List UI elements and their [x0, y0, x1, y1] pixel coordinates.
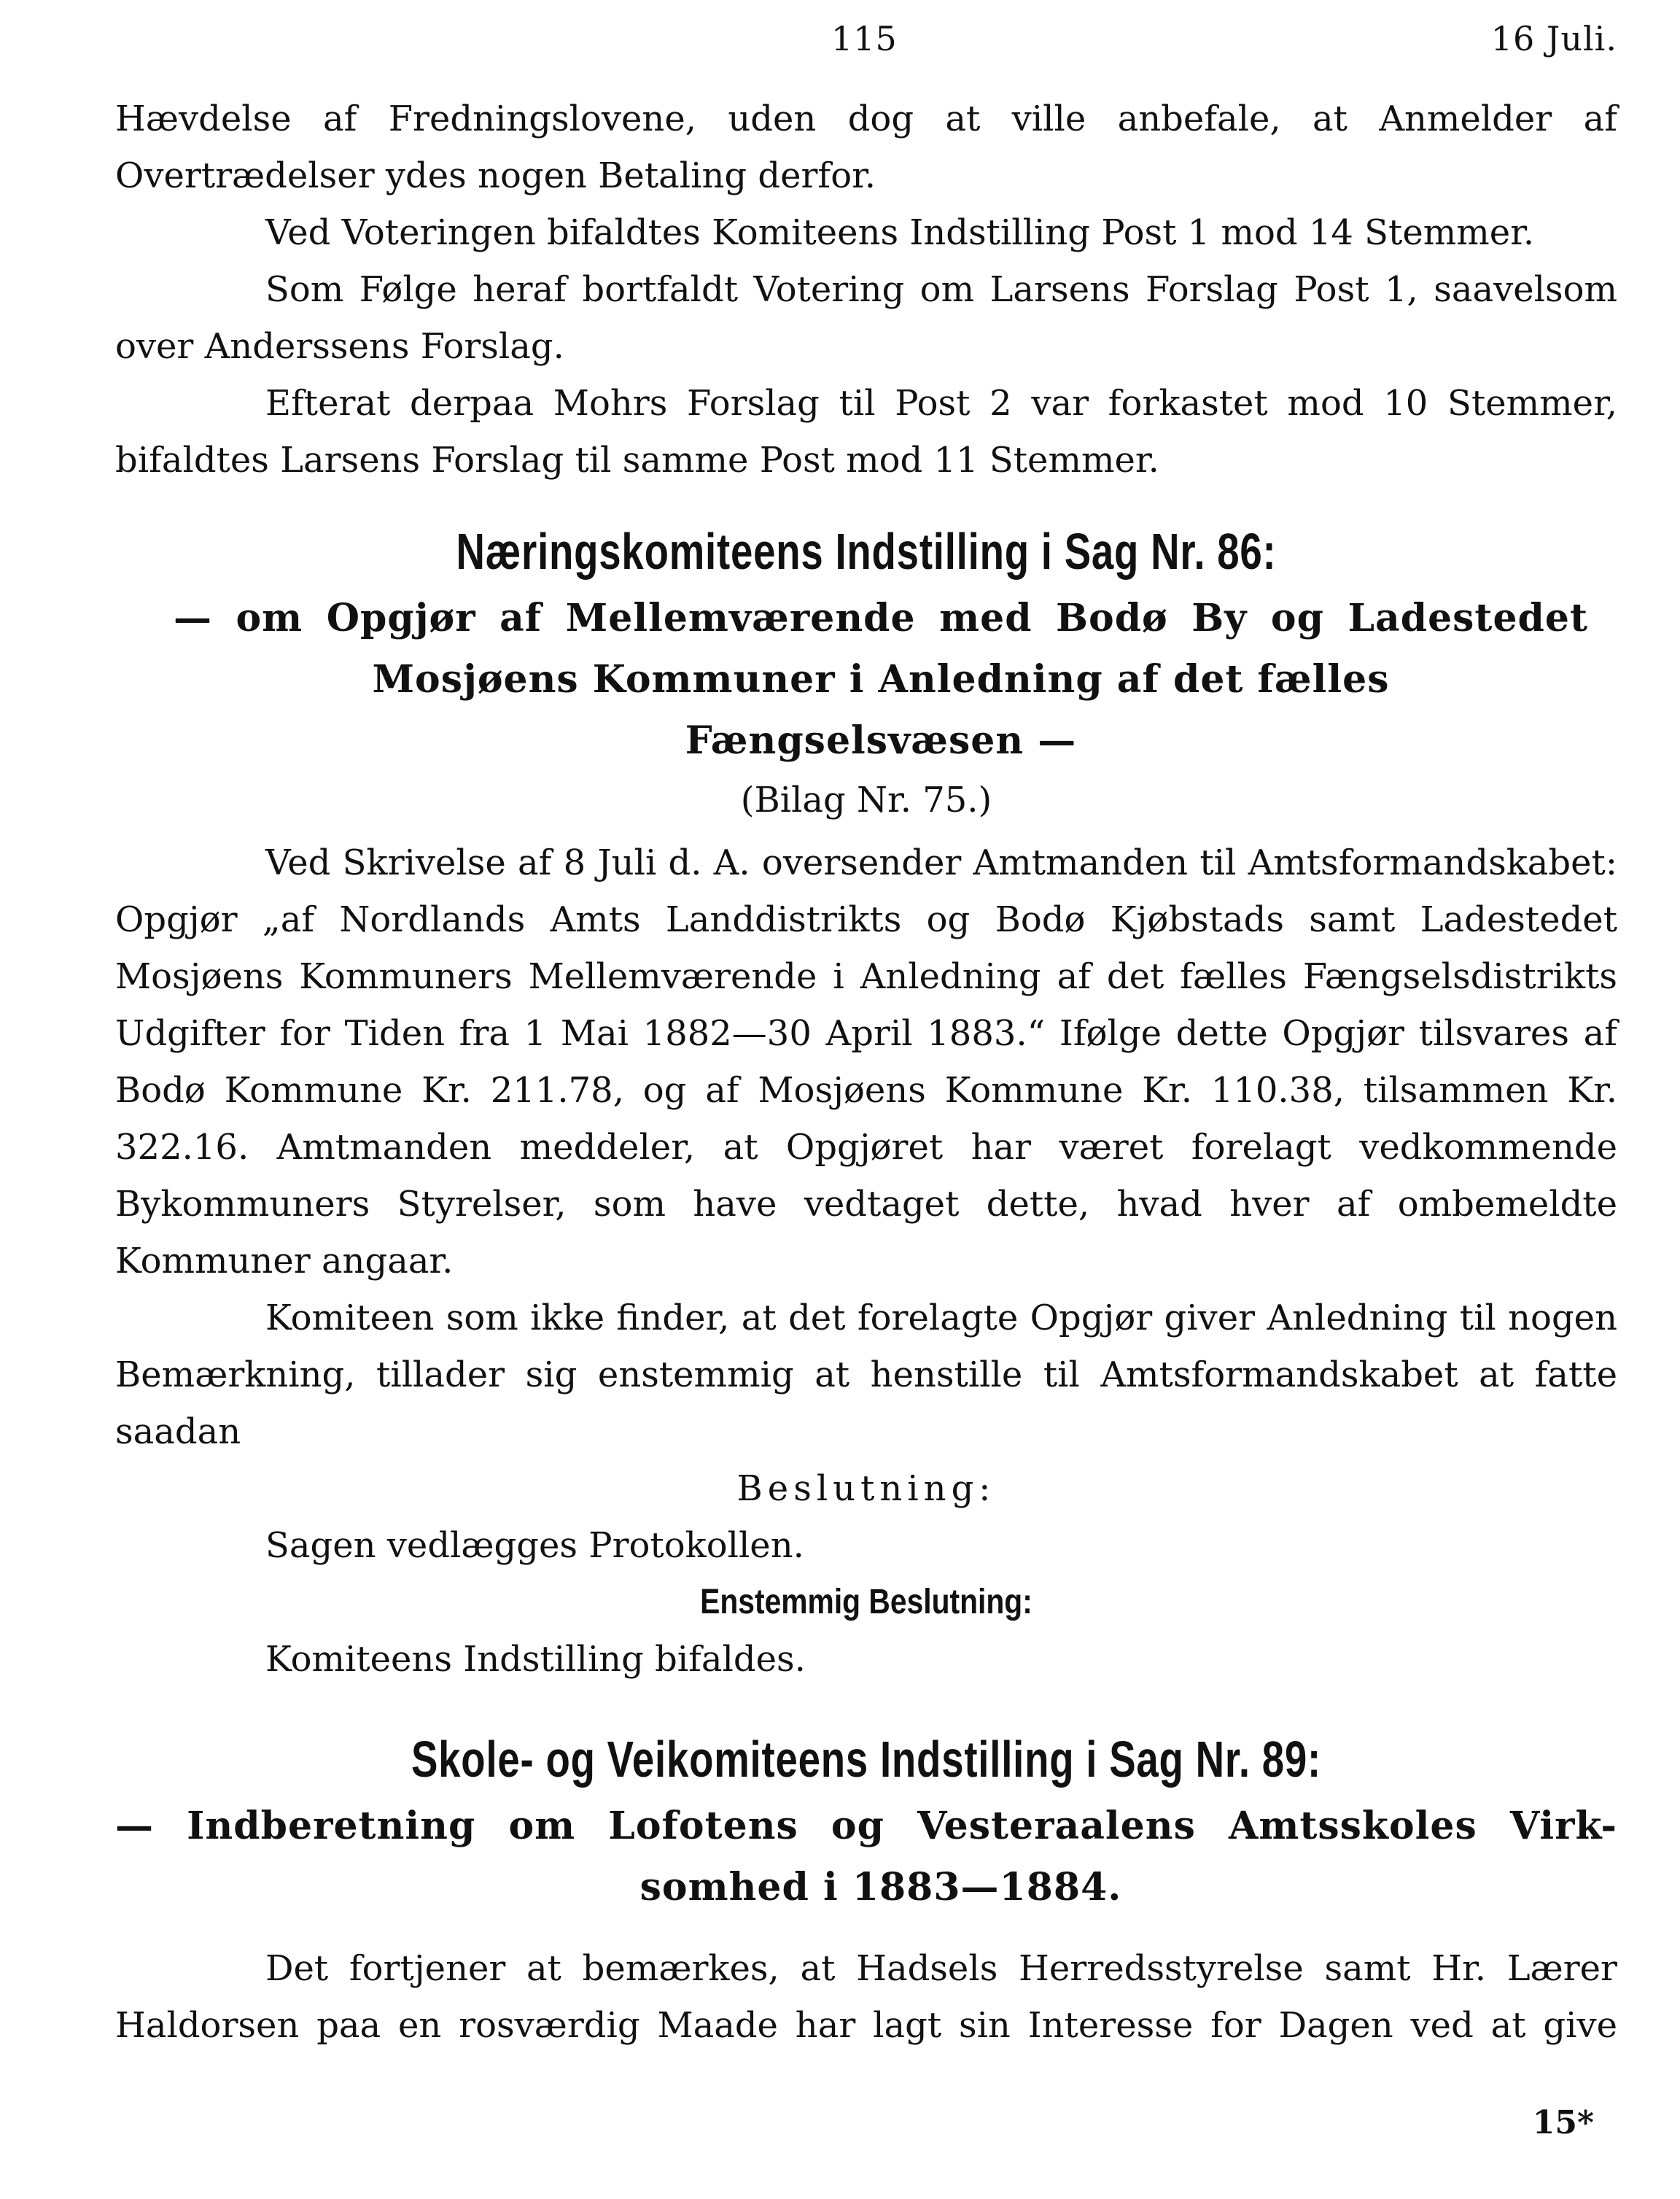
page-date: 16 Juli.: [1490, 19, 1617, 58]
beslutning-label: Beslutning:: [736, 1468, 996, 1509]
paragraph: Komiteen som ikke finder, at det forelagte Opgjør giver Anledning til nogen Bemærkning, tillader sig enstemmig at henstille til Amtsformandskabet at fatte saadan: [115, 1298, 1617, 1452]
paragraph: Hævdelse af Fredningslovene, uden dog at ville anbefale, at Anmelder af Overtrædelser ydes nogen Betaling derfor.: [115, 98, 1617, 196]
paragraph: Som Følge heraf bortfaldt Votering om Larsens Forslag Post 1, saavelsom over Anderssens Forslag.: [115, 269, 1617, 367]
section-subheading: Fængselsvæsen —: [685, 718, 1077, 763]
paragraph: Ved Voteringen bifaldtes Komiteens Indstilling Post 1 mod 14 Stemmer.: [265, 212, 1535, 253]
section-heading: Skole- og Veikomiteens Indstilling i Sag Nr. 89:: [411, 1731, 1322, 1788]
document-body: [115, 90, 1617, 2054]
page-number: 115: [831, 19, 898, 58]
paragraph: Ved Skrivelse af 8 Juli d. A. oversender Amtmanden til Amtsformandskabet: Opgjør „af Nordlands Amts Landdistrikts og Bodø Kjøbstads samt Ladestedet Mosjøens Kommuners Mellemværende i Anledning af det fælles Fængselsdistrikts Udgifter for Tiden fra 1 Mai 1882—30 April 1883.“ Ifølge dette Opgjør tilsvares af Bodø Kommune Kr. 211.78, og af Mosjøens Kommune Kr. 110.38, tilsammen Kr. 322.16. Amtmanden meddeler, at Opgjøret har været forelagt vedkommende Bykommuners Styrelser, som have vedtaget dette, hvad hver af ombemeldte Kommuner angaar.: [115, 842, 1617, 1281]
enstemmig-beslutning-text: Komiteens Indstilling bifaldes.: [265, 1639, 806, 1680]
enstemmig-beslutning-label: Enstemmig Beslutning:: [700, 1583, 1032, 1621]
paragraph: Det fortjener at bemærkes, at Hadsels Herredsstyrelse samt Hr. Lærer Haldorsen paa en rosværdig Maade har lagt sin Interesse for Dagen ved at give: [115, 1948, 1617, 2046]
section-subheading: — om Opgjør af Mellemværende med Bodø By og Ladestedet Mosjøens Kommuner i Anledning af det fælles: [174, 596, 1588, 702]
section-subheading: — Indberetning om Lofotens og Vesteraalens Amtsskoles Virk-: [115, 1804, 1617, 1848]
paragraph: Efterat derpaa Mohrs Forslag til Post 2 var forkastet mod 10 Stemmer, bifaldtes Larsens Forslag til samme Post mod 11 Stemmer.: [115, 383, 1617, 481]
signature-mark: 15*: [1532, 2104, 1594, 2141]
beslutning-text: Sagen vedlægges Protokollen.: [265, 1525, 804, 1566]
section-heading: Næringskomiteens Indstilling i Sag Nr. 86:: [456, 523, 1277, 580]
section-subheading: somhed i 1883—1884.: [639, 1865, 1122, 1909]
bilag-reference: (Bilag Nr. 75.): [740, 780, 992, 821]
